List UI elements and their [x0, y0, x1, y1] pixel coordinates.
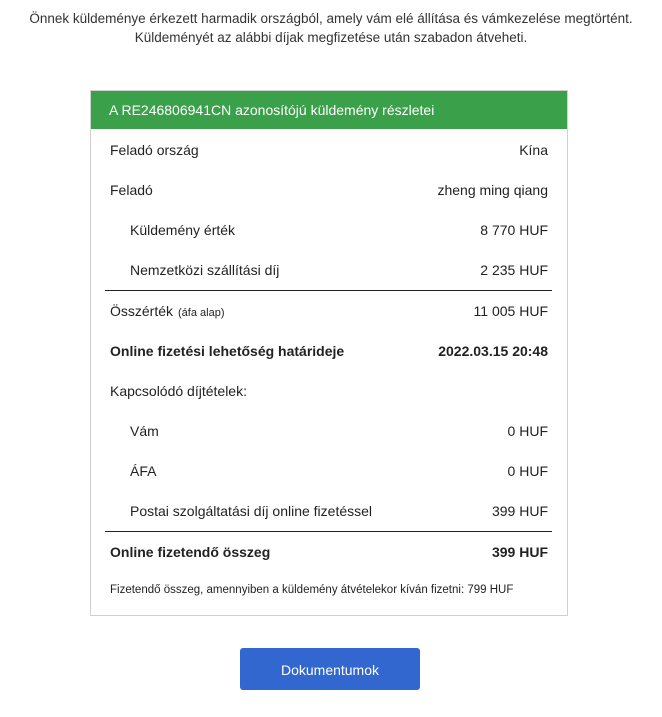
row-total-value — [110, 291, 548, 331]
intro-line-2: Küldeményét az alábbi díjak megfizetése után szabadon átveheti. — [134, 30, 528, 45]
total-value-amount: 11 005 HUF — [473, 303, 548, 319]
postal-fee-amount: 399 HUF — [491, 503, 548, 519]
row-vat — [110, 451, 548, 491]
customs-amount: 0 HUF — [507, 423, 548, 439]
row-shipment-value — [110, 210, 548, 250]
shipment-value-amount: 8 770 HUF — [480, 222, 548, 238]
online-total-label: Online fizetendő összeg — [110, 544, 271, 560]
row-sender-country — [110, 130, 548, 170]
row-online-total — [110, 532, 548, 572]
row-customs — [110, 411, 548, 451]
shipping-fee-label: Nemzetközi szállítási díj — [130, 262, 280, 278]
row-shipping-fee — [110, 250, 548, 290]
sender-country-label: Feladó ország — [110, 142, 199, 158]
intro-text — [0, 9, 662, 47]
card-body — [91, 129, 567, 596]
postal-fee-label: Postai szolgáltatási díj online fizetéssel — [130, 503, 373, 519]
total-value-label: Összérték — [110, 303, 174, 319]
customs-label: Vám — [130, 423, 159, 439]
documents-button[interactable]: Dokumentumok — [240, 648, 420, 690]
deadline-value: 2022.03.15 20:48 — [438, 343, 548, 359]
total-value-label-group — [110, 303, 225, 319]
intro-line-1: Önnek küldeménye érkezett harmadik országból, amely vám elé állítása és vámkezelése megtörtént. — [29, 11, 633, 26]
row-related-fees — [110, 371, 548, 411]
shipment-details-card — [90, 90, 568, 616]
sender-country-value: Kína — [519, 142, 548, 158]
card-header: A RE246806941CN azonosítójú küldemény részletei — [91, 91, 567, 129]
deadline-label: Online fizetési lehetőség határideje — [110, 343, 345, 359]
sender-label: Feladó — [110, 182, 153, 198]
total-value-note: (áfa alap) — [178, 307, 225, 319]
related-fees-label: Kapcsolódó díjtételek: — [110, 383, 247, 399]
shipping-fee-amount: 2 235 HUF — [480, 262, 548, 278]
row-sender — [110, 170, 548, 210]
sender-value: zheng ming qiang — [437, 182, 548, 198]
vat-label: ÁFA — [130, 463, 157, 479]
online-total-amount: 399 HUF — [491, 544, 548, 560]
footnote: Fizetendő összeg, amennyiben a küldemény átvételekor kíván fizetni: 799 HUF — [110, 584, 514, 596]
vat-amount: 0 HUF — [507, 463, 548, 479]
row-deadline — [110, 331, 548, 371]
shipment-value-label: Küldemény érték — [130, 222, 236, 238]
row-postal-fee — [110, 491, 548, 531]
